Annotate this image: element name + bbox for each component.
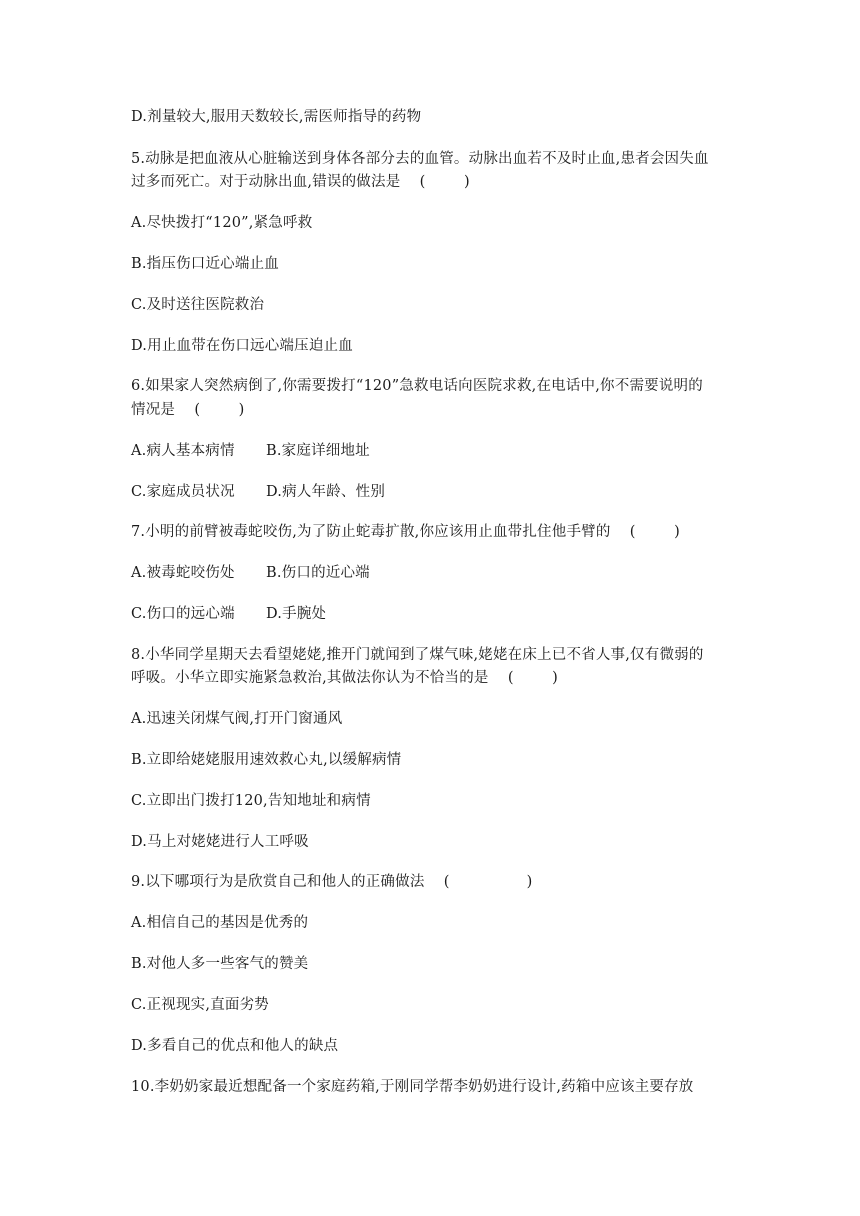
q10-stem: 10.李奶奶家最近想配备一个家庭药箱,于刚同学帮李奶奶进行设计,药箱中应该主要存放 [131, 1079, 694, 1095]
q7-option-d: D.手腕处 [266, 606, 327, 622]
q8-option-d: D.马上对姥姥进行人工呼吸 [131, 834, 309, 850]
q9-option-d: D.多看自己的优点和他人的缺点 [131, 1038, 339, 1054]
q7-stem: 7.小明的前臂被毒蛇咬伤,为了防止蛇毒扩散,你应该用止血带扎住他手臂的 ( ) [131, 524, 680, 540]
q5-option-a: A.尽快拨打“120”,紧急呼救 [131, 215, 313, 231]
q5-option-d: D.用止血带在伤口远心端压迫止血 [131, 338, 353, 354]
q8-stem-line-2: 呼吸。小华立即实施紧急救治,其做法你认为不恰当的是 ( ) [131, 670, 559, 686]
q7-option-c: C.伤口的远心端 [131, 606, 235, 622]
q6-option-a: A.病人基本病情 [131, 443, 235, 459]
q6-stem-line-2: 情况是 ( ) [131, 402, 245, 418]
q6-option-d: D.病人年龄、性别 [266, 484, 386, 500]
q9-option-b: B.对他人多一些客气的赞美 [131, 956, 309, 972]
q9-option-a: A.相信自己的基因是优秀的 [131, 915, 309, 931]
q9-option-c: C.正视现实,直面劣势 [131, 997, 269, 1013]
q5-stem-line-1: 5.动脉是把血液从心脏输送到身体各部分去的血管。动脉出血若不及时止血,患者会因失血 [131, 151, 709, 167]
q7-option-b: B.伤口的近心端 [266, 565, 370, 581]
q4-option-d: D.剂量较大,服用天数较长,需医师指导的药物 [131, 109, 422, 125]
q8-stem-line-1: 8.小华同学星期天去看望姥姥,推开门就闻到了煤气味,姥姥在床上已不省人事,仅有微弱的 [131, 647, 704, 663]
q8-option-b: B.立即给姥姥服用速效救心丸,以缓解病情 [131, 752, 402, 768]
q5-option-c: C.及时送往医院救治 [131, 297, 265, 313]
q5-option-b: B.指压伤口近心端止血 [131, 256, 279, 272]
q8-option-c: C.立即出门拨打120,告知地址和病情 [131, 793, 371, 809]
q6-stem-line-1: 6.如果家人突然病倒了,你需要拨打“120”急救电话向医院求救,在电话中,你不需要说明的 [131, 378, 703, 394]
q6-option-b: B.家庭详细地址 [266, 443, 370, 459]
q8-option-a: A.迅速关闭煤气阀,打开门窗通风 [131, 711, 343, 727]
q7-option-a: A.被毒蛇咬伤处 [131, 565, 235, 581]
q5-stem-line-2: 过多而死亡。对于动脉出血,错误的做法是 ( ) [131, 174, 470, 190]
q9-stem: 9.以下哪项行为是欣赏自己和他人的正确做法 ( ) [131, 874, 533, 890]
q6-option-c: C.家庭成员状况 [131, 484, 235, 500]
